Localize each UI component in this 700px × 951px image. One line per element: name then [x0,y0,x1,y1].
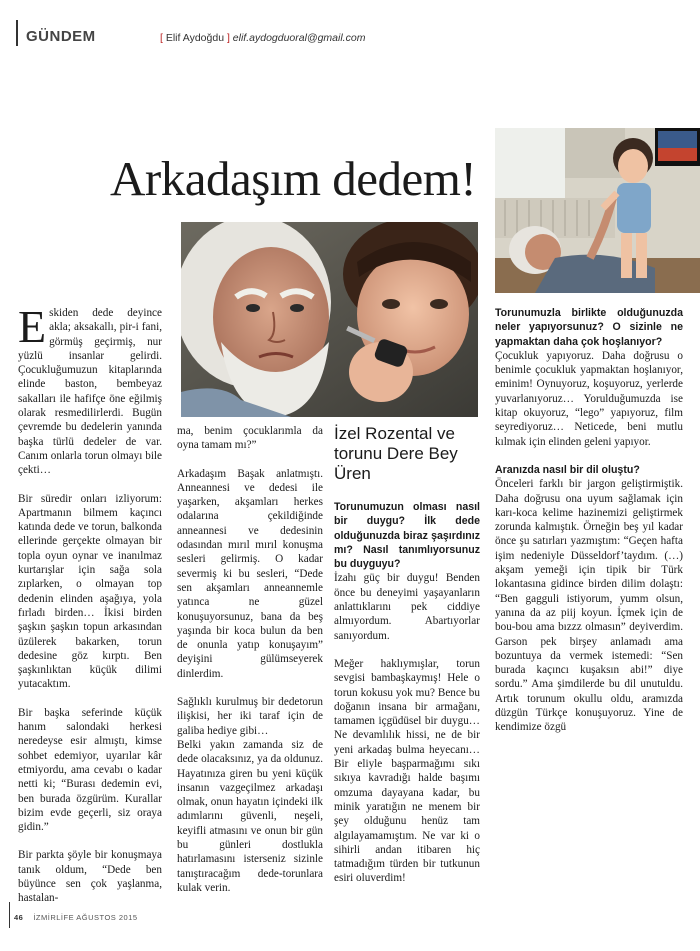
section-label: GÜNDEM [26,28,96,45]
header-rule [16,20,18,46]
interview-answer: Çocukluk yapıyoruz. Daha doğrusu o benimle çocukluk yapmaktan hoşlanıyor, eminim! Oynuyoruz, koşuyoruz, yerlerde yuvarlanıyoruz… Yorulduğumuzda ise kitap okuyoruz, “lego” yapıyoruz, film seyrediyoruz… Neticede, beni mutlu kılmak için elinden geleni yapıyor. [495,349,683,448]
footer-rule [9,902,10,928]
paragraph: Sağlıklı kurulmuş bir dedetorun ilişkisi, her iki taraf için de galiba hediye gibi… [177,696,323,737]
paragraph: Arkadaşım Başak anlatmıştı. Anneannesi ve dedesi ile yaşarken, akşamları herkes odalarına çekildiğinde anneannesi ve dedesinin odasından mırıl mırıl konuşma sesleri gelirmiş. O kadar severmiş ki bu sesleri, “Dede sen akşamları anneannemle yatınca ne güzel konuşuyorsunuz, bana da beş yaşında bir koca bulun da ben de onunla yatıp konuşayım” deyişini gülümseyerek dinlerdim. [177,467,323,680]
page-footer [14,913,138,922]
page-number: 46 [14,913,24,922]
author-email[interactable]: elif.aydogduoral@gmail.com [232,32,366,44]
column-4 [495,306,683,735]
column-1 [18,301,162,906]
main-photo [181,222,478,417]
photo-caption: İzel Rozental ve torunu Dere Bey Üren [334,424,458,483]
paragraph: Bir parkta şöyle bir konuşmaya tanık oldum, “Dede ben büyünce sen çok yaşlanma, hastalan- [18,849,162,905]
interview-question: Aranızda nasıl bir dil oluştu? [495,463,640,476]
secondary-photo [495,128,700,293]
byline: [ Elif Aydoğdu ] elif.aydogduoral@gmail.com [160,32,366,44]
column-2 [177,424,323,895]
interview-answer: İzahı güç bir duygu! Benden önce bu deneyimi yaşayanların anlattıklarını pek ciddiye almıyordum. Abartıyorlar sanıyordum. [334,572,480,642]
paragraph: Bir süredir onları izliyorum: Apartmanın bilmem kaçıncı katında dede ve torun, balkonda ellerinde gerçekte olmayan bir topla oyun oynar ve inanılmaz kurtarışlar için sağa sola zıplarken, o olmayan top dedenin elinden aşağıya, yola fırladı birden… İkisi birden şaşkın şaşkın topun arkasından üzülerek bakarken, torun dedesine göz kırptı. Ben şaşkınlıktan küçük dilimi yutacaktım. [18,492,162,691]
paragraph: ma, benim çocuklarımla da oyna tamam mı?” [177,425,323,452]
column-3 [334,500,480,886]
author-name: Elif Aydoğdu [165,32,225,44]
drop-cap: E [18,301,47,352]
interview-question: Torunumuzun olması nasıl bir duygu? İlk dede olduğunuzda biraz şaşırdınız mı? Nasıl tanımlıyorsunuz bu duyguyu? [334,501,480,571]
intro-paragraph: skiden dede deyince akla; aksakallı, pir-i fani, görmüş geçirmiş, nur yüzlü insanlar gelirdi. Çocukluğumuzun kitaplarında elinde baston, bembeyaz sakalları ile hafifçe öne eğilmiş olarak resmedilirlerdi. Bugün çevremde bu dedelerin yanında başka türlü dedeler de var. Canım onlarla torun olmayı bile çekti… [18,307,162,477]
paragraph: Bir başka seferinde küçük hanım salondaki herkesi neredeyse esir almıştı, kimse sohbet edemiyor, uyarılar kâr etmiyordu, ama cevabı o kadar netti ki; “Burası dedemin evi, ben burada özgürüm. Kurallar bizim evde geçerli, siz oraya gidin.” [18,706,162,834]
magazine-issue: İZMİRLİFE AĞUSTOS 2015 [33,913,138,922]
interview-answer: Meğer haklıymışlar, torun sevgisi bambaşkaymış! Hele o torun kokusu yok mu? Bence bu doğanın insana bir armağanı, tamamen içgüdüsel bir duygu… Ne devamlılık hissi, ne de bir yeni arkadaş bulma heyecanı… Bir eliyle başparmağımı sıkı sıkıya kavradığı halde başımı omzuma dayayana kadar, bu minik yaratığın ne menem bir şey olduğunu henüz tam algılayamamıştım. Ne var ki o sihirli andan itibaren hiç tatmadığım türden bir tutkunun esiri oluverdim! [334,657,480,885]
interview-question: Torunumuzla birlikte olduğunuzda neler yapıyorsunuz? O sizinle ne yapmaktan daha çok hoşlanıyor? [495,307,683,348]
paragraph: Belki yakın zamanda siz de dede olacaksınız, ya da oldunuz. Hayatınıza giren bu yeni küçük insanın vazgeçilmez arkadaşı olmak, onun hayatın içindeki ilk adımlarını güvenli, neşeli, keyifli atmasını ve onun bir gün bu günleri dostlukla hatırlamasını isterseniz sizinle tanıştıracağım dede-torunlara kulak verin. [177,738,323,894]
article-title: Arkadaşım dedem! [110,151,477,206]
interview-answer: Önceleri farklı bir jargon geliştirmiştik. Daha doğrusu ona uyum sağlamak için karı-koca kelime hazinemizi geliştirmek zorunda kalmıştık. Örneğin beş yıl kadar önce şu satırları yazmıştım: “Geçen hafta işim nedeniyle Düsseldorf’taydım. (…) akşam yemeği için tipik bir Türk lokantasına gidince birden dilim dolaştı: “Ben gagguli istiyorum, yumm olsun, yanına da az piij koyun. İçmek için de bou-bou ama bızzz olmasın” deyiverdim. Garson pek birşey anlamadı ama bozuntuya da vermek istemedi: “Sen burada kaçıncı kuşaksın abi!” diye sordu.” Ama şimdilerde bu dil unutuldu. Artık torunum okullu oldu, aramızda düzgün Türkçe konuşuyoruz. Yine de kendimize özgü [495,478,683,734]
